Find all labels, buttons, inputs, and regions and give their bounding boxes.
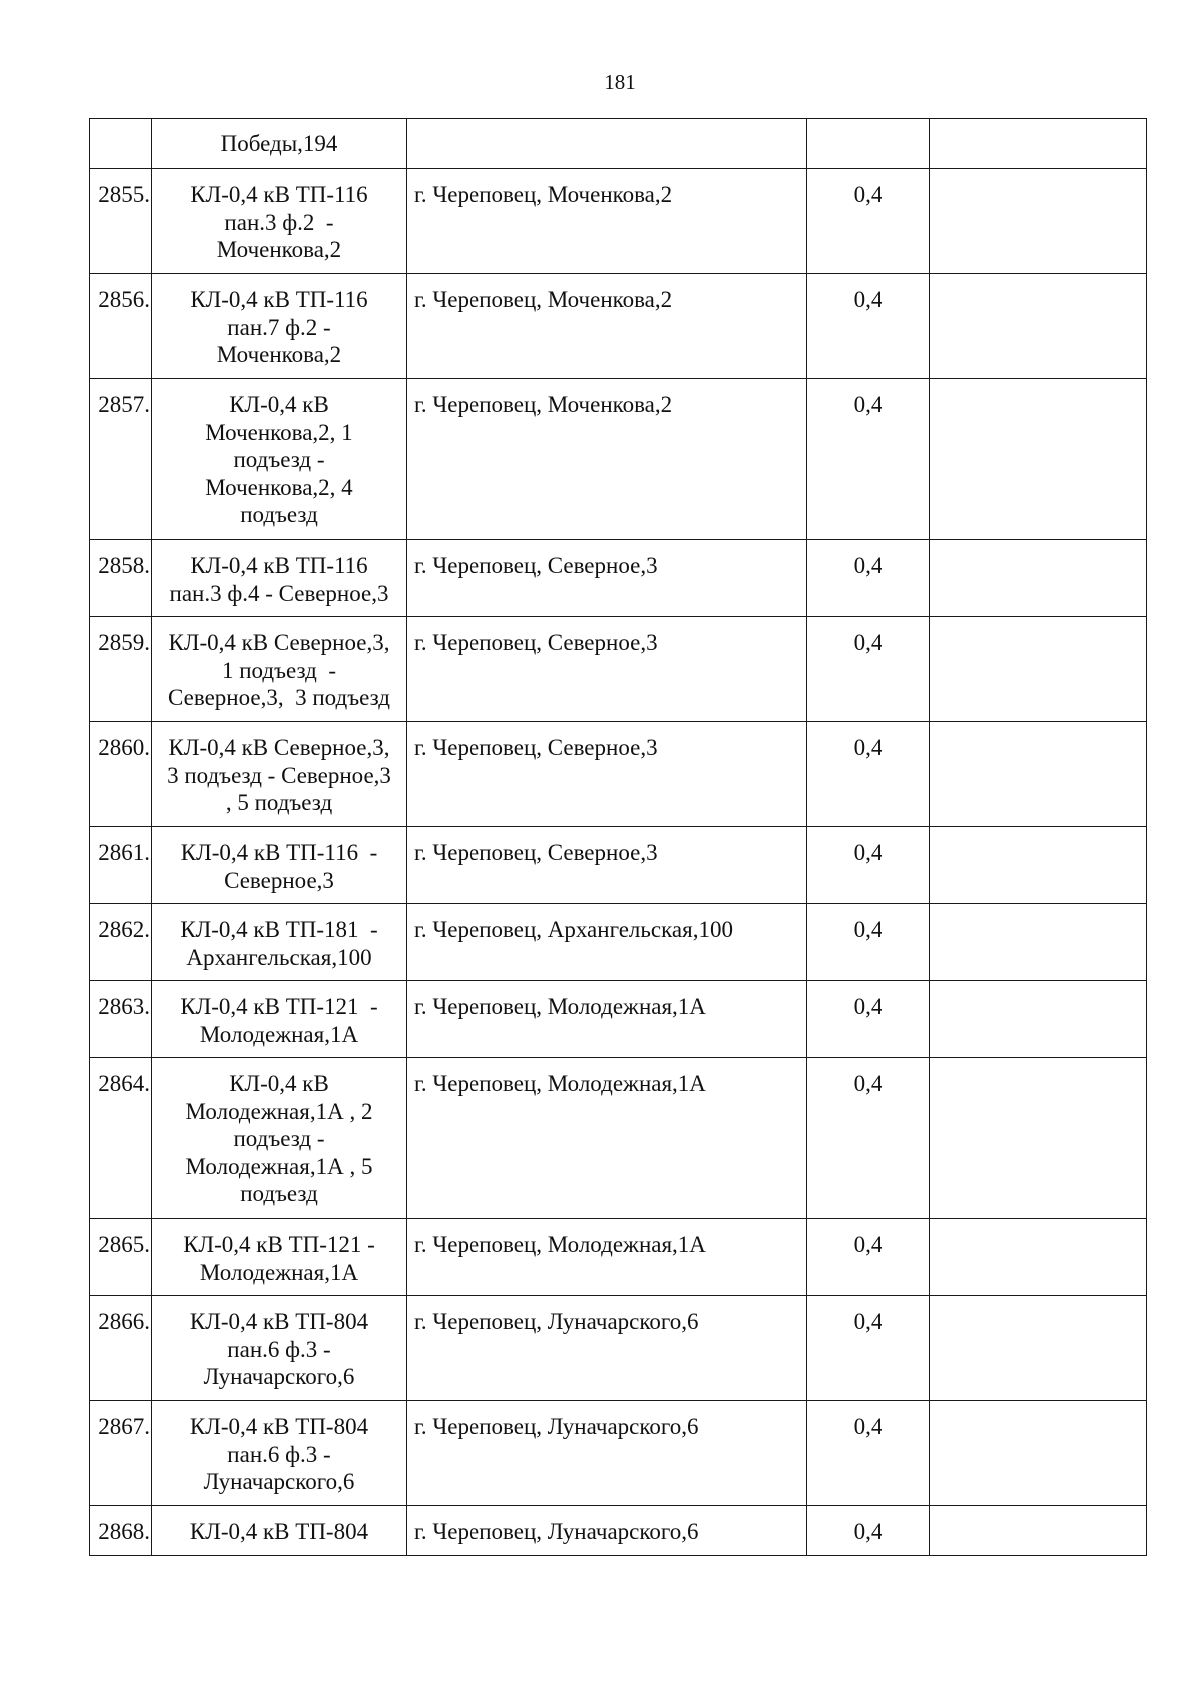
- voltage: 0,4: [807, 827, 930, 904]
- table-row: [90, 1058, 1147, 1219]
- voltage: 0,4: [807, 1219, 930, 1296]
- address: г. Череповец, Моченкова,2: [407, 274, 807, 379]
- row-number: 2865.: [90, 1219, 152, 1296]
- extra-cell: [930, 540, 1147, 617]
- line-name: [152, 274, 407, 379]
- line-name: [152, 540, 407, 617]
- extra-cell: [930, 119, 1147, 169]
- line-name: [152, 1058, 407, 1219]
- line-name: [152, 1219, 407, 1296]
- line-name-part: пан.6 ф.3 -: [227, 1441, 331, 1467]
- row-number: 2857.: [90, 379, 152, 540]
- line-name-part: Моченкова,2: [216, 342, 342, 367]
- address: г. Череповец, Луначарского,6: [407, 1506, 807, 1556]
- extra-cell: [930, 617, 1147, 722]
- address: г. Череповец, Моченкова,2: [407, 379, 807, 540]
- row-number: 2867.: [90, 1401, 152, 1506]
- voltage: 0,4: [807, 1058, 930, 1219]
- line-name-part: КЛ-0,4 кВ ТП-116: [190, 553, 368, 578]
- line-name-part: КЛ-0,4 кВ ТП-181 -: [180, 917, 378, 942]
- line-name-part: Молодежная,1А , 2: [185, 1098, 373, 1124]
- line-name-part: Северное,3, 3 подъезд: [168, 685, 390, 710]
- extra-cell: [930, 1058, 1147, 1219]
- line-name-part: Молодежная,1А: [199, 1021, 359, 1047]
- extra-cell: [930, 1296, 1147, 1401]
- table-row: [90, 1506, 1147, 1556]
- extra-cell: [930, 827, 1147, 904]
- voltage: 0,4: [807, 1296, 930, 1401]
- line-name-part: подъезд -: [233, 1126, 325, 1151]
- row-number: 2856.: [90, 274, 152, 379]
- extra-cell: [930, 274, 1147, 379]
- address: г. Череповец, Луначарского,6: [407, 1296, 807, 1401]
- line-name: [152, 617, 407, 722]
- line-name-part: 1 подъезд -: [221, 657, 336, 683]
- line-name-part: Моченкова,2, 4: [205, 474, 353, 500]
- table-row: [90, 981, 1147, 1058]
- page-number: 181: [604, 70, 636, 94]
- line-name-part: КЛ-0,4 кВ Северное,3,: [168, 630, 390, 655]
- table-row: [90, 1219, 1147, 1296]
- line-name-part: Молодежная,1А , 5: [185, 1153, 373, 1179]
- line-name-part: КЛ-0,4 кВ ТП-116 -: [180, 840, 378, 865]
- line-name: [152, 169, 407, 274]
- line-name-part: КЛ-0,4 кВ ТП-804: [189, 1309, 369, 1334]
- line-name-part: подъезд: [240, 1181, 318, 1206]
- address: [407, 119, 807, 169]
- table-row: [90, 379, 1147, 540]
- line-name-part: пан.3 ф.4 - Северное,3: [169, 580, 389, 606]
- line-name-part: Луначарского,6: [203, 1364, 355, 1389]
- line-name-part: КЛ-0,4 кВ ТП-804: [189, 1414, 369, 1439]
- voltage: 0,4: [807, 274, 930, 379]
- address: г. Череповец, Северное,3: [407, 540, 807, 617]
- voltage: 0,4: [807, 722, 930, 827]
- voltage: 0,4: [807, 904, 930, 981]
- address: г. Череповец, Архангельская,100: [407, 904, 807, 981]
- row-number: 2855.: [90, 169, 152, 274]
- line-name: Победы,194: [152, 119, 407, 169]
- line-name-part: КЛ-0,4 кВ ТП-116: [190, 287, 368, 312]
- row-number: 2866.: [90, 1296, 152, 1401]
- line-name-part: подъезд -: [233, 447, 325, 472]
- table-row: [90, 827, 1147, 904]
- line-name-part: Северное,3: [224, 867, 334, 893]
- voltage: 0,4: [807, 540, 930, 617]
- line-name-part: подъезд: [240, 502, 318, 527]
- row-number: 2858.: [90, 540, 152, 617]
- line-name-part: пан.3 ф.2 -: [224, 209, 334, 235]
- extra-cell: [930, 169, 1147, 274]
- line-name-part: КЛ-0,4 кВ: [229, 1071, 329, 1096]
- table-row: [90, 1296, 1147, 1401]
- line-name-part: КЛ-0,4 кВ ТП-804: [189, 1519, 369, 1544]
- address: г. Череповец, Северное,3: [407, 722, 807, 827]
- voltage: 0,4: [807, 617, 930, 722]
- line-name: [152, 379, 407, 540]
- line-name-part: Архангельская,100: [186, 944, 372, 970]
- table-row: [90, 169, 1147, 274]
- row-number: 2864.: [90, 1058, 152, 1219]
- row-number: 2861.: [90, 827, 152, 904]
- table-row: [90, 1401, 1147, 1506]
- extra-cell: [930, 904, 1147, 981]
- table-row: [90, 540, 1147, 617]
- row-number: 2863.: [90, 981, 152, 1058]
- registry-table-body: [90, 119, 1147, 1556]
- voltage: 0,4: [807, 1506, 930, 1556]
- line-name-part: 3 подъезд - Северное,3: [167, 762, 391, 788]
- address: г. Череповец, Молодежная,1А: [407, 1219, 807, 1296]
- table-row: [90, 904, 1147, 981]
- line-name-part: КЛ-0,4 кВ Северное,3,: [168, 735, 390, 760]
- continuation-row: [90, 119, 1147, 169]
- line-name-part: КЛ-0,4 кВ ТП-121 -: [183, 1232, 375, 1257]
- table-row: [90, 722, 1147, 827]
- line-name-part: Моченкова,2, 1: [205, 419, 353, 445]
- line-name-part: Луначарского,6: [203, 1469, 355, 1494]
- row-number: 2868.: [90, 1506, 152, 1556]
- line-name: [152, 1296, 407, 1401]
- line-name-part: Моченкова,2: [216, 237, 342, 262]
- extra-cell: [930, 1219, 1147, 1296]
- voltage: [807, 119, 930, 169]
- line-name-part: КЛ-0,4 кВ ТП-121 -: [180, 994, 378, 1019]
- row-number: 2862.: [90, 904, 152, 981]
- registry-table: [89, 118, 1147, 1556]
- extra-cell: [930, 722, 1147, 827]
- line-name: [152, 827, 407, 904]
- line-name-part: Молодежная,1А: [199, 1259, 359, 1285]
- address: г. Череповец, Молодежная,1А: [407, 1058, 807, 1219]
- extra-cell: [930, 1506, 1147, 1556]
- row-number: 2859.: [90, 617, 152, 722]
- extra-cell: [930, 379, 1147, 540]
- table-row: [90, 617, 1147, 722]
- line-name-part: пан.6 ф.3 -: [227, 1336, 331, 1362]
- line-name-part: пан.7 ф.2 -: [227, 314, 331, 340]
- address: г. Череповец, Луначарского,6: [407, 1401, 807, 1506]
- address: г. Череповец, Северное,3: [407, 617, 807, 722]
- row-number: 2860.: [90, 722, 152, 827]
- row-number: [90, 119, 152, 169]
- voltage: 0,4: [807, 169, 930, 274]
- line-name-part: КЛ-0,4 кВ: [229, 392, 329, 417]
- voltage: 0,4: [807, 981, 930, 1058]
- line-name: [152, 722, 407, 827]
- line-name: [152, 904, 407, 981]
- voltage: 0,4: [807, 379, 930, 540]
- line-name-part: , 5 подъезд: [225, 790, 333, 815]
- line-name-part: КЛ-0,4 кВ ТП-116: [190, 182, 368, 207]
- table-row: [90, 274, 1147, 379]
- address: г. Череповец, Моченкова,2: [407, 169, 807, 274]
- line-name: [152, 1401, 407, 1506]
- address: г. Череповец, Молодежная,1А: [407, 981, 807, 1058]
- address: г. Череповец, Северное,3: [407, 827, 807, 904]
- line-name: [152, 981, 407, 1058]
- extra-cell: [930, 981, 1147, 1058]
- voltage: 0,4: [807, 1401, 930, 1506]
- line-name: [152, 1506, 407, 1556]
- extra-cell: [930, 1401, 1147, 1506]
